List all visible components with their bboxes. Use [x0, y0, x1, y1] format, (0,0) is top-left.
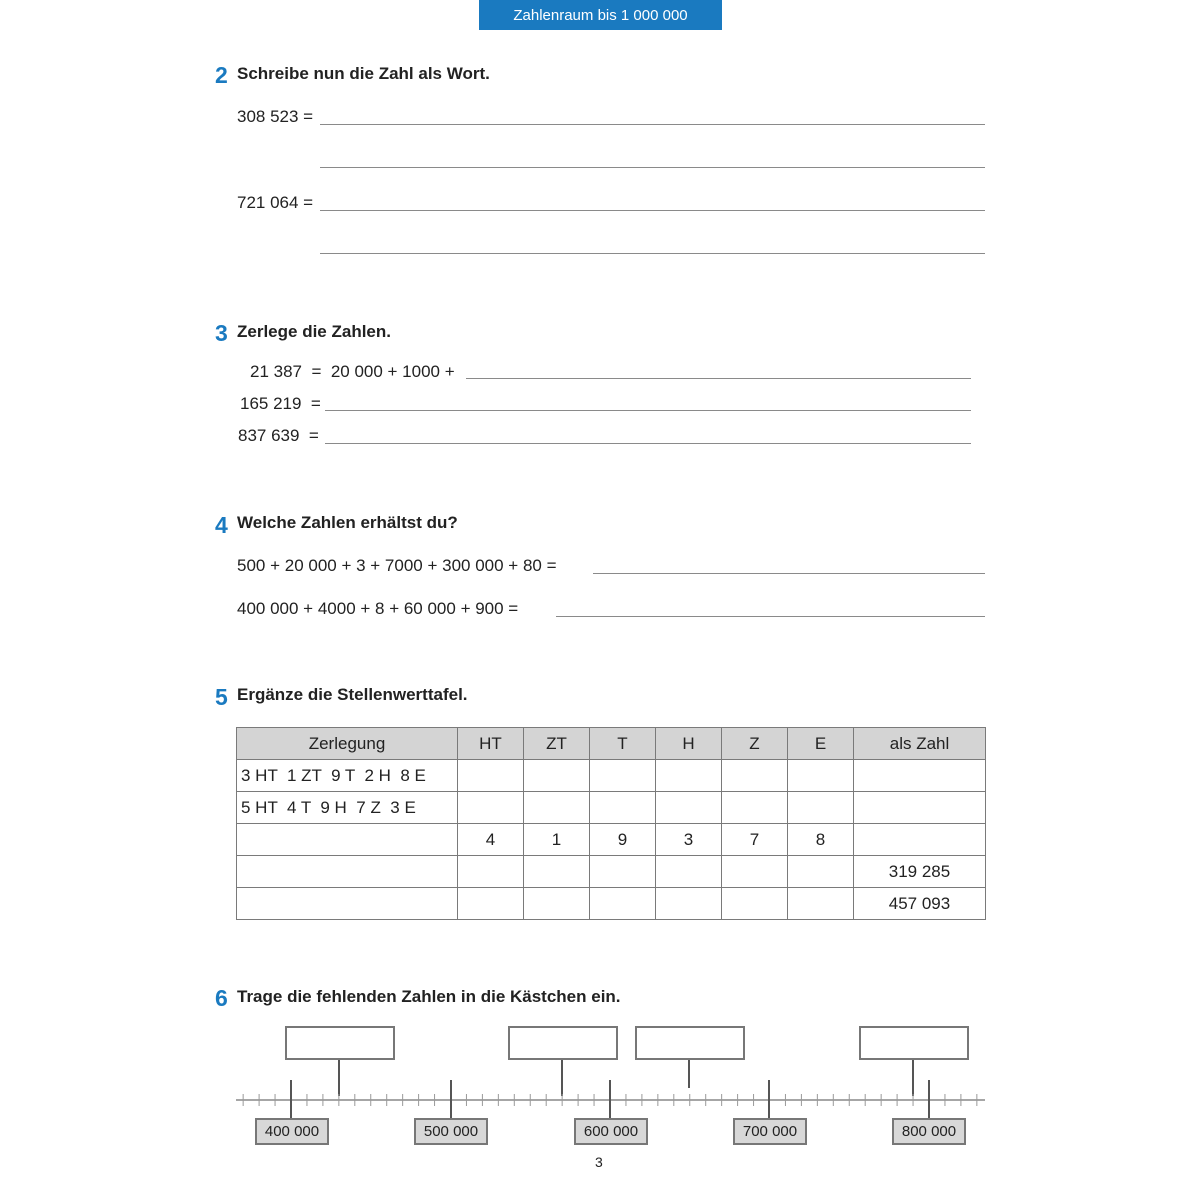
answer-line[interactable]: [320, 124, 985, 125]
task-2-title: Schreibe nun die Zahl als Wort.: [237, 64, 490, 83]
col-header: E: [788, 728, 854, 760]
answer-line[interactable]: [325, 410, 971, 411]
table-cell[interactable]: [458, 792, 524, 824]
col-header: T: [590, 728, 656, 760]
answer-line[interactable]: [593, 573, 985, 574]
table-cell[interactable]: [237, 856, 458, 888]
table-cell[interactable]: [524, 888, 590, 920]
col-header: als Zahl: [854, 728, 986, 760]
table-cell: 3: [656, 824, 722, 856]
table-cell[interactable]: [656, 792, 722, 824]
table-cell: 7: [722, 824, 788, 856]
answer-line[interactable]: [466, 378, 971, 379]
table-cell: 319 285: [854, 856, 986, 888]
table-cell[interactable]: [722, 888, 788, 920]
task-4-item-1: 500 + 20 000 + 3 + 7000 + 300 000 + 80 =: [237, 556, 557, 575]
answer-line[interactable]: [320, 167, 985, 168]
table-cell: 5 HT 4 T 9 H 7 Z 3 E: [237, 792, 458, 824]
place-value-table: [236, 727, 986, 920]
task-2-item-2: 721 064 =: [237, 193, 314, 212]
table-cell[interactable]: [722, 760, 788, 792]
table-cell: 3 HT 1 ZT 9 T 2 H 8 E: [237, 760, 458, 792]
task-6-title: Trage die fehlenden Zahlen in die Kästchen ein.: [237, 987, 621, 1006]
chapter-header: Zahlenraum bis 1 000 000: [479, 0, 722, 30]
table-cell[interactable]: [590, 792, 656, 824]
table-cell[interactable]: [788, 888, 854, 920]
col-header: ZT: [524, 728, 590, 760]
table-cell[interactable]: [524, 760, 590, 792]
answer-line[interactable]: [325, 443, 971, 444]
table-cell[interactable]: [854, 792, 986, 824]
col-header: Zerlegung: [237, 728, 458, 760]
number-line: [230, 1070, 990, 1122]
table-cell: 4: [458, 824, 524, 856]
table-header-row: [237, 728, 986, 760]
table-row: [237, 856, 986, 888]
task-3-item-2: 165 219 =: [240, 394, 321, 413]
table-cell[interactable]: [788, 792, 854, 824]
answer-line[interactable]: [556, 616, 985, 617]
table-cell[interactable]: [237, 888, 458, 920]
table-cell[interactable]: [656, 888, 722, 920]
table-row: [237, 824, 986, 856]
table-cell[interactable]: [656, 760, 722, 792]
table-cell[interactable]: [458, 888, 524, 920]
task-3-title: Zerlege die Zahlen.: [237, 322, 391, 341]
table-row: [237, 760, 986, 792]
task-2-item-1: 308 523 =: [237, 107, 314, 126]
page-number: 3: [595, 1154, 603, 1170]
answer-box[interactable]: [508, 1026, 618, 1060]
table-cell[interactable]: [722, 856, 788, 888]
task-5-title: Ergänze die Stellenwerttafel.: [237, 685, 468, 704]
table-cell[interactable]: [458, 760, 524, 792]
task-4-title: Welche Zahlen erhältst du?: [237, 513, 458, 532]
number-line-label: 400 000: [255, 1118, 329, 1145]
table-cell[interactable]: [590, 760, 656, 792]
task-6-number: 6: [215, 985, 228, 1011]
answer-line[interactable]: [320, 253, 985, 254]
answer-box[interactable]: [635, 1026, 745, 1060]
task-3-item-3: 837 639 =: [238, 426, 319, 445]
table-cell[interactable]: [656, 856, 722, 888]
table-row: [237, 792, 986, 824]
col-header: HT: [458, 728, 524, 760]
task-2-number: 2: [215, 62, 228, 88]
table-cell: 1: [524, 824, 590, 856]
answer-box[interactable]: [285, 1026, 395, 1060]
number-line-label: 600 000: [574, 1118, 648, 1145]
table-cell[interactable]: [590, 856, 656, 888]
table-cell: 8: [788, 824, 854, 856]
table-cell[interactable]: [854, 760, 986, 792]
task-3-number: 3: [215, 320, 228, 346]
table-cell[interactable]: [854, 824, 986, 856]
number-line-label: 500 000: [414, 1118, 488, 1145]
number-line-label: 700 000: [733, 1118, 807, 1145]
table-cell[interactable]: [590, 888, 656, 920]
table-cell[interactable]: [788, 856, 854, 888]
table-cell[interactable]: [524, 792, 590, 824]
table-cell: 457 093: [854, 888, 986, 920]
table-cell[interactable]: [458, 856, 524, 888]
table-cell[interactable]: [524, 856, 590, 888]
task-5-number: 5: [215, 684, 228, 710]
task-3-item-1: 21 387 = 20 000 + 1000 +: [250, 362, 455, 381]
task-4-number: 4: [215, 512, 228, 538]
table-cell[interactable]: [788, 760, 854, 792]
number-line-label: 800 000: [892, 1118, 966, 1145]
col-header: Z: [722, 728, 788, 760]
answer-line[interactable]: [320, 210, 985, 211]
table-cell[interactable]: [237, 824, 458, 856]
table-row: [237, 888, 986, 920]
answer-box[interactable]: [859, 1026, 969, 1060]
col-header: H: [656, 728, 722, 760]
table-cell[interactable]: [722, 792, 788, 824]
task-4-item-2: 400 000 + 4000 + 8 + 60 000 + 900 =: [237, 599, 519, 618]
table-cell: 9: [590, 824, 656, 856]
